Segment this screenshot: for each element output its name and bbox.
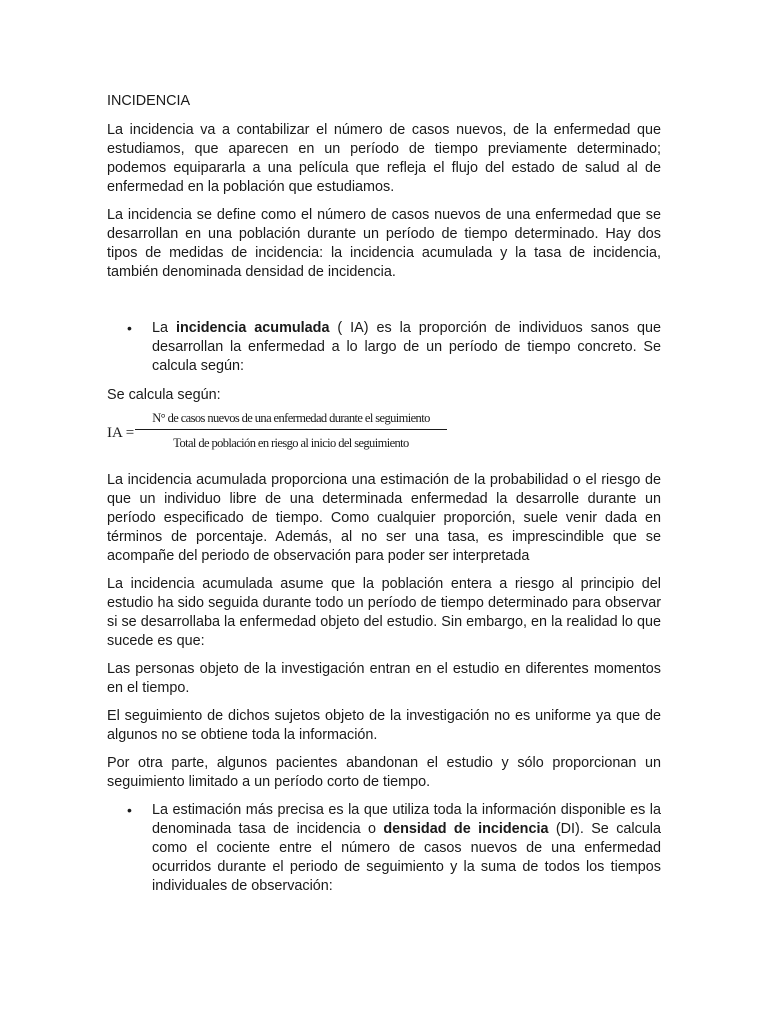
formula-fraction-bar — [135, 429, 447, 430]
bullet-text-after: ( IA) es la proporción de individuos sanos que desarrollan la enfermedad a lo largo de un período de tiempo concreto. Se calcula según: — [152, 320, 662, 374]
paragraph-ia-assumption: La incidencia acumulada asume que la población entera a riesgo al principio del estudio ha sido seguida durante todo un período de tiempo determinado para observar si se desarrollaba la enfermedad objeto del estudio. Sin embargo, en la realidad lo que sucede es que: — [107, 576, 661, 649]
paragraph-incidence-definition: La incidencia se define como el número de casos nuevos de una enfermedad que se desarrollan en una población durante un período de tiempo determinado. Hay dos tipos de medidas de incidencia: la incidencia acumulada y la tasa de incidencia, también denominada densidad de incidencia. — [107, 207, 661, 280]
bullet-dot-icon: • — [127, 320, 132, 336]
formula-denominator: Total de población en riesgo al inicio del seguimiento — [173, 436, 409, 450]
document-body — [107, 92, 661, 906]
formula-lhs: IA = — [107, 425, 135, 441]
spacer — [107, 291, 661, 319]
bullet-incidence-density — [107, 801, 661, 896]
paragraph-entry-moments: Las personas objeto de la investigación entran en el estudio en diferentes momentos en el tiempo. — [107, 661, 661, 696]
paragraph-ia-probability: La incidencia acumulada proporciona una estimación de la probabilidad o el riesgo de que un individuo libre de una determinada enfermedad la desarrolle durante un período especificado de tiempo. Como cualquier proporción, suele venir dada en términos de porcentaje. Además, al no ser una tasa, es imprescindible que se acompañe del periodo de observación para poder ser interpretada — [107, 472, 661, 564]
bullet-text-before: La estimación más precisa es la que utiliza toda la información disponible es la denominada tasa de incidencia o — [152, 802, 661, 837]
bullet-text-before: La — [152, 320, 176, 336]
document-heading: INCIDENCIA — [107, 93, 191, 109]
bullet-text-after: (DI). Se calcula como el cociente entre el número de casos nuevos de una enfermedad ocurridos durante el periodo de seguimiento y la suma de todos los tiempos individuales de observación: — [152, 821, 661, 894]
paragraph-incidence-intro: La incidencia va a contabilizar el número de casos nuevos, de la enfermedad que estudiamos, que aparecen en un período de tiempo previamente determinado; podemos equipararla a una película que refleja el flujo del estado de salud al de enfermedad en la población que estudiamos. — [107, 122, 661, 195]
bullet-dot-icon: • — [127, 802, 132, 818]
paragraph-calc-label: Se calcula según: — [107, 387, 221, 403]
formula-numerator: N° de casos nuevos de una enfermedad durante el seguimiento — [152, 411, 430, 425]
bullet-cumulative-incidence — [107, 319, 661, 376]
bullet-bold-term: densidad de incidencia — [383, 821, 549, 837]
formula-ia — [107, 409, 661, 459]
bullet-bold-term: incidencia acumulada — [175, 320, 330, 336]
paragraph-followup: El seguimiento de dichos sujetos objeto de la investigación no es uniforme ya que de algunos no se obtiene toda la información. — [107, 708, 661, 743]
paragraph-dropouts: Por otra parte, algunos pacientes abandonan el estudio y sólo proporcionan un seguimiento limitado a un período corto de tiempo. — [107, 755, 661, 790]
